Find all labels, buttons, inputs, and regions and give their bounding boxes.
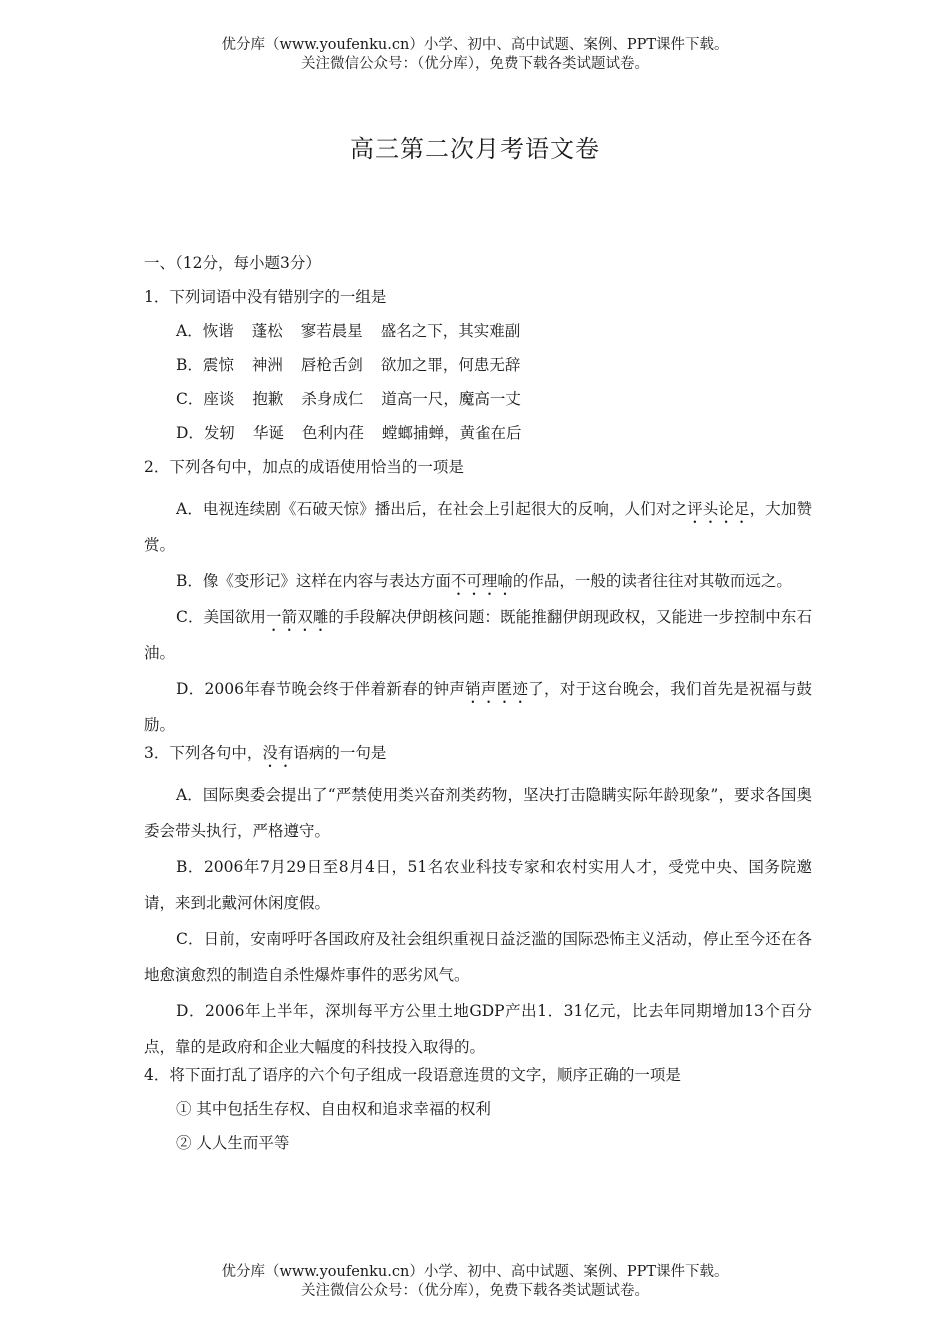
stem-text: 语病的一句是 [293,744,387,762]
option-word: 道高一尺，魔高一丈 [381,390,521,408]
emphasized-idiom: 评头论足 [687,500,750,518]
option-text: C．美国欲用 [176,608,266,626]
emphasized-idiom: 不可理喻 [450,572,513,590]
question-3-option-b: B．2006年7月29日至8月4日，51名农业科技专家和农村实用人才，受党中央、国务院邀请，来到北戴河休闲度假。 [144,858,812,912]
option-word: 寥若晨星 [300,322,363,340]
option-word: C．座谈 [176,390,235,408]
question-1-stem: 1．下列词语中没有错别字的一组是 [144,288,387,306]
question-1-option-b [144,355,812,389]
question-3-stem [144,743,812,777]
option-word: 蓬松 [251,322,283,340]
option-word: B．震惊 [176,356,234,374]
question-3-option-c: C．日前，安南呼吁各国政府及社会组织重视日益泛滥的国际恐怖主义活动，停止至今还在各地愈演愈烈的制造自杀性爆炸事件的恶劣风气。 [144,930,812,984]
option-text: 了，对于这台晚会，我们首先是祝福与鼓励。 [144,680,812,734]
question-2-stem: 2．下列各句中，加点的成语使用恰当的一项是 [144,458,464,476]
option-word: 华诞 [252,424,284,442]
option-word: 螳螂捕蝉，黄雀在后 [381,424,522,442]
option-word: 抱歉 [252,390,284,408]
question-2-option-d [144,671,812,743]
question-1-option-d [144,423,812,457]
question-4-sentence-1: ① 其中包括生存权、自由权和追求幸福的权利 [176,1100,491,1118]
question-3-option-d: D．2006年上半年，深圳每平方公里土地GDP产出1．31亿元，比去年同期增加13个百分点，靠的是政府和企业大幅度的科技投入取得的。 [144,1002,812,1056]
question-1-option-a [144,321,812,355]
section-heading: 一、（12分，每小题3分） [144,254,321,272]
question-4-sentence-2: ② 人人生而平等 [176,1134,290,1152]
footer-line-1: 优分库（www.youfenku.cn）小学、初中、高中试题、案例、PPT课件下载。 [221,1264,729,1280]
footer-line-2: 关注微信公众号：（优分库），免费下载各类试题试卷。 [301,1283,649,1299]
option-word: A．恢谐 [176,322,234,340]
emphasized-idiom: 一箭双雕 [265,608,329,626]
page-header [0,36,950,74]
option-word: 唇枪舌剑 [300,356,363,374]
option-text: A．电视连续剧《石破天惊》播出后，在社会上引起很大的反响，人们对之 [176,500,688,518]
option-text: 的作品，一般的读者往往对其敬而远之。 [512,572,792,590]
header-line-1: 优分库（www.youfenku.cn）小学、初中、高中试题、案例、PPT课件下载。 [221,37,729,53]
option-word: 盛名之下，其实难副 [380,322,521,340]
question-2-option-a [144,491,812,563]
option-text: ，大加赞赏。 [144,500,812,554]
page-footer [0,1263,950,1301]
option-word: 色利内荏 [301,424,364,442]
exam-content [144,253,812,1167]
document-title: 高三第二次月考语文卷 [350,135,600,163]
option-text: B．像《变形记》这样在内容与表达方面 [176,572,451,590]
question-1-option-c [144,389,812,423]
header-line-2: 关注微信公众号：（优分库），免费下载各类试题试卷。 [301,56,649,72]
option-text: 的手段解决伊朗核问题：既能推翻伊朗现政权，又能进一步控制中东石油。 [144,608,812,662]
option-word: 欲加之罪，何患无辞 [380,356,521,374]
stem-text: 3．下列各句中， [144,744,263,762]
option-word: D．发轫 [176,424,235,442]
question-3-option-a: A．国际奥委会提出了“严禁使用类兴奋剂类药物，坚决打击隐瞒实际年龄现象”，要求各国奥委会带头执行，严格遵守。 [144,786,812,840]
emphasized-idiom: 销声匿迹 [465,680,529,698]
emphasized-word: 没有 [262,744,294,762]
option-word: 神洲 [251,356,283,374]
question-4-stem: 4．将下面打乱了语序的六个句子组成一段语意连贯的文字，顺序正确的一项是 [144,1066,681,1084]
option-text: D．2006年春节晚会终于伴着新春的钟声 [176,680,466,698]
question-2-option-b [144,563,812,599]
question-2-option-c [144,599,812,671]
option-word: 杀身成仁 [301,390,364,408]
